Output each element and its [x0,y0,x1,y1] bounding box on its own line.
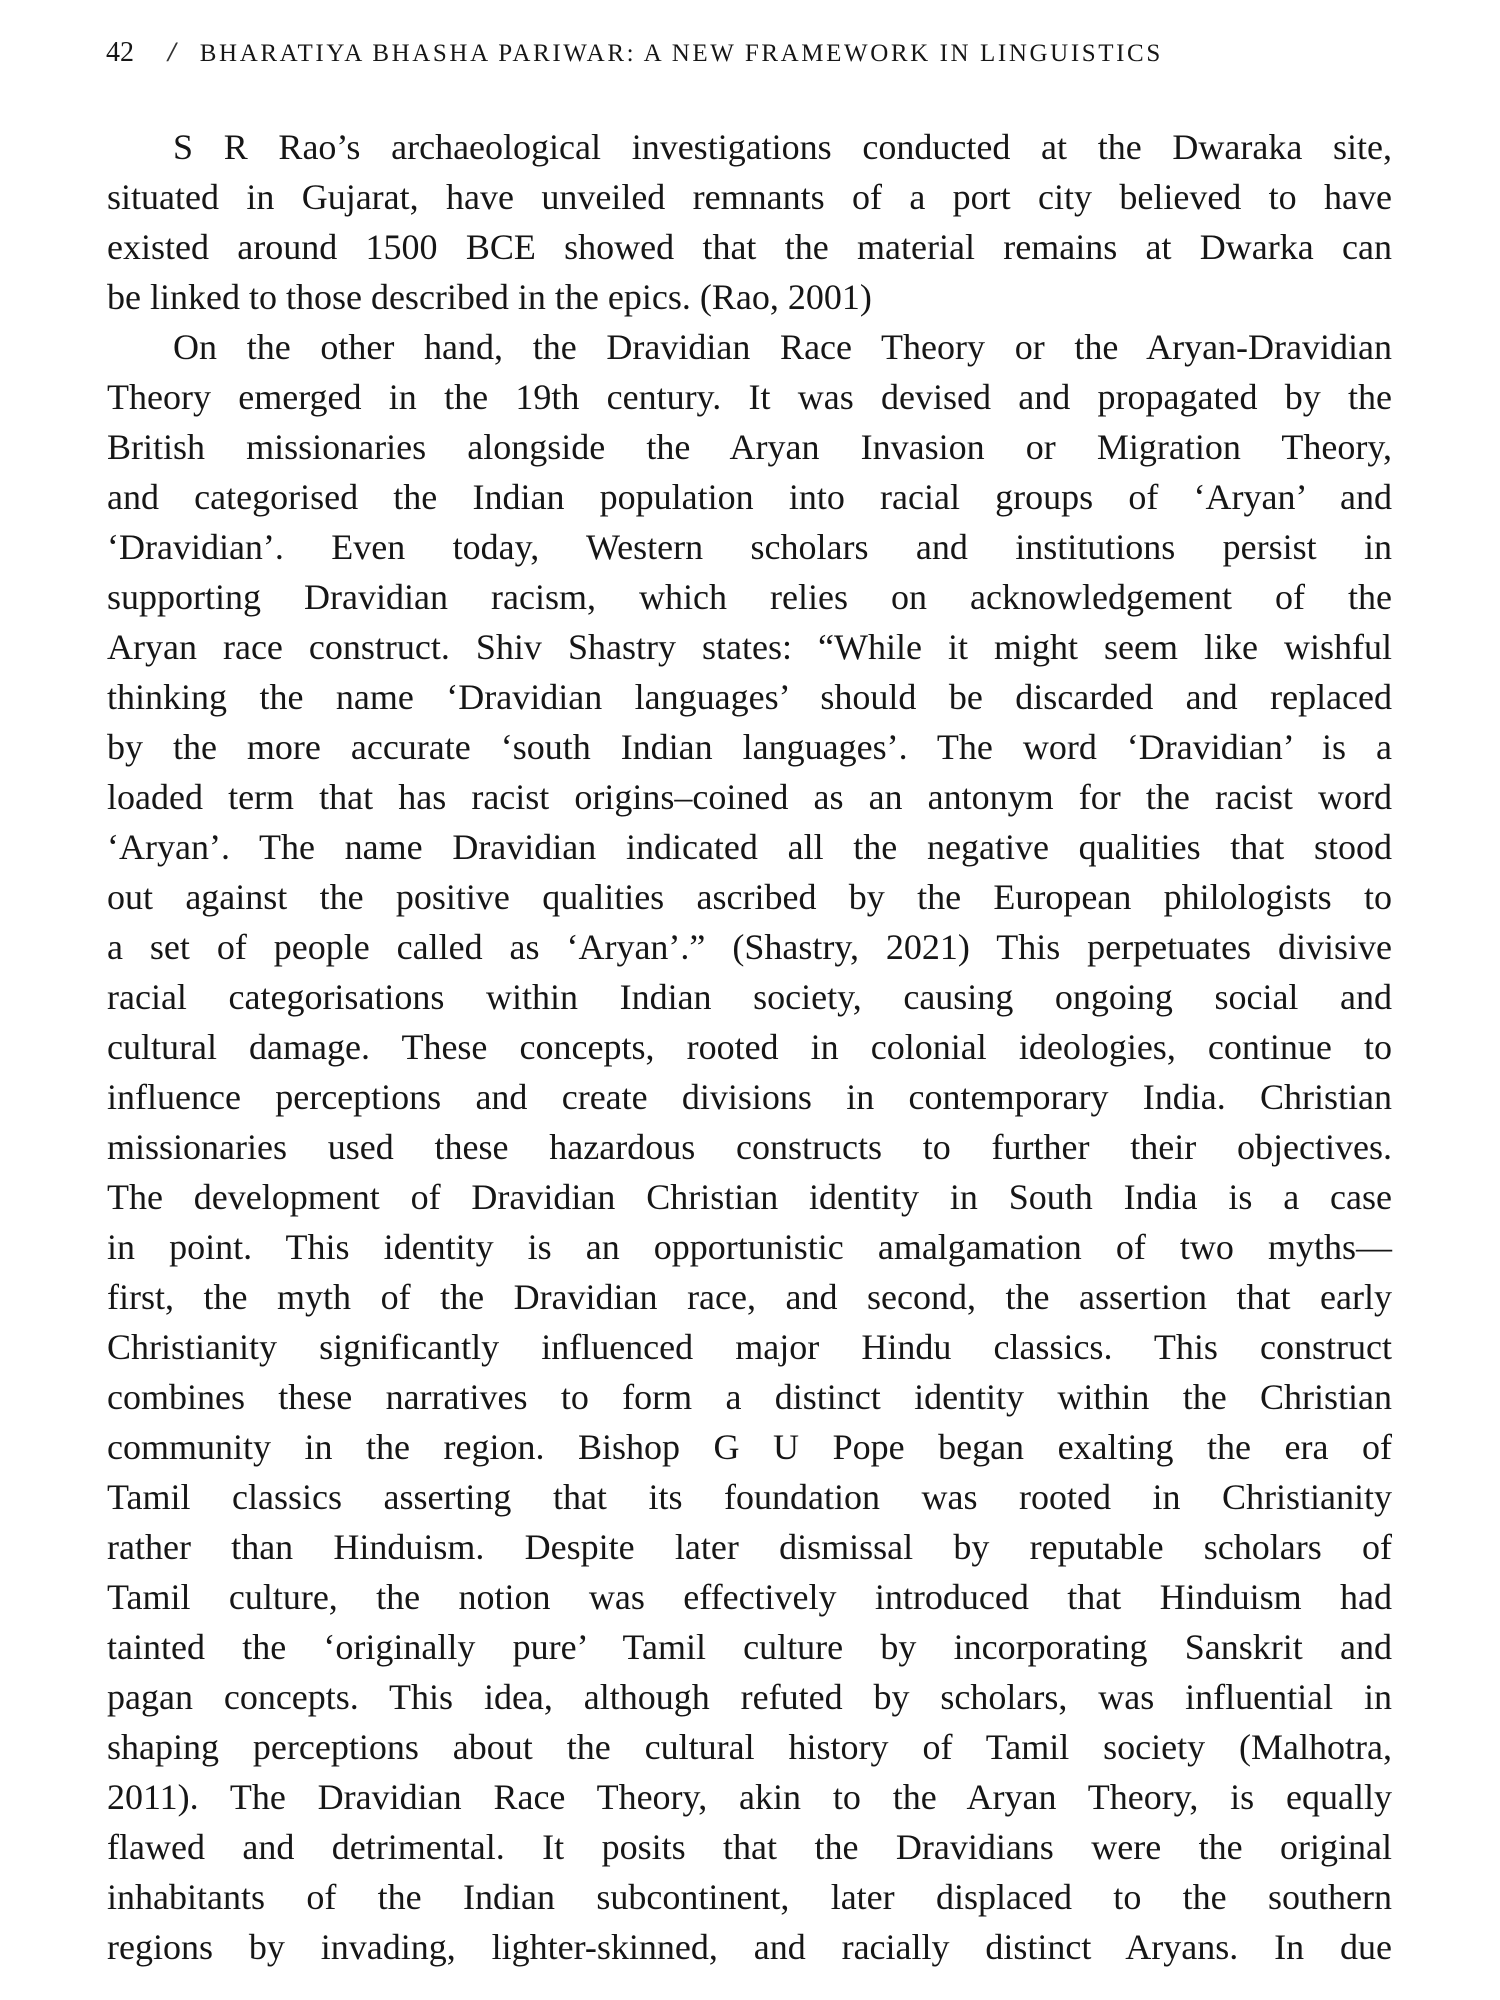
text-line: influence perceptions and create divisions in contemporary India. Christian [107,1077,1392,1117]
text-line: Theory emerged in the 19th century. It was devised and propagated by the [107,377,1392,417]
text-line: inhabitants of the Indian subcontinent, later displaced to the southern [107,1877,1392,1917]
paragraph-2 [107,322,1392,1972]
page-number: 42 [106,37,134,68]
text-line: Tamil classics asserting that its foundation was rooted in Christianity [107,1477,1392,1517]
text-line: ‘Dravidian’. Even today, Western scholars and institutions persist in [107,527,1392,567]
text-line: pagan concepts. This idea, although refuted by scholars, was influential in [107,1677,1392,1717]
text-line: missionaries used these hazardous constructs to further their objectives. [107,1127,1392,1167]
text-line: tainted the ‘originally pure’ Tamil culture by incorporating Sanskrit and [107,1627,1392,1667]
text-line: racial categorisations within Indian society, causing ongoing social and [107,977,1392,1017]
text-line: first, the myth of the Dravidian race, and second, the assertion that early [107,1277,1392,1317]
text-line: a set of people called as ‘Aryan’.” (Shastry, 2021) This perpetuates divisive [107,927,1392,967]
text-line: rather than Hinduism. Despite later dismissal by reputable scholars of [107,1527,1392,1567]
text-line: and categorised the Indian population into racial groups of ‘Aryan’ and [107,477,1392,517]
text-line: community in the region. Bishop G U Pope began exalting the era of [107,1427,1392,1467]
text-line: ‘Aryan’. The name Dravidian indicated all the negative qualities that stood [107,827,1392,867]
book-title: BHARATIYA BHASHA PARIWAR: A NEW FRAMEWORK IN LINGUISTICS [199,40,1163,67]
text-line: S R Rao’s archaeological investigations conducted at the Dwaraka site, [173,127,1392,167]
separator-slash-icon: / [165,37,179,68]
running-head [106,36,1163,70]
text-line: shaping perceptions about the cultural history of Tamil society (Malhotra, [107,1727,1392,1767]
text-line: cultural damage. These concepts, rooted in colonial ideologies, continue to [107,1027,1392,1067]
text-line: regions by invading, lighter-skinned, and racially distinct Aryans. In due [107,1927,1392,1967]
text-line: loaded term that has racist origins–coined as an antonym for the racist word [107,777,1392,817]
paragraph-1 [107,122,1392,322]
text-line: existed around 1500 BCE showed that the material remains at Dwarka can [107,227,1392,267]
text-line: Aryan race construct. Shiv Shastry states: “While it might seem like wishful [107,627,1392,667]
text-line: Christianity significantly influenced major Hindu classics. This construct [107,1327,1392,1367]
text-line: be linked to those described in the epics. (Rao, 2001) [107,277,872,317]
text-line: 2011). The Dravidian Race Theory, akin to the Aryan Theory, is equally [107,1777,1392,1817]
text-line: The development of Dravidian Christian identity in South India is a case [107,1177,1392,1217]
text-line: Tamil culture, the notion was effectively introduced that Hinduism had [107,1577,1392,1617]
text-line: British missionaries alongside the Aryan Invasion or Migration Theory, [107,427,1392,467]
text-line: On the other hand, the Dravidian Race Theory or the Aryan-Dravidian [173,327,1392,367]
text-line: out against the positive qualities ascribed by the European philologists to [107,877,1392,917]
text-line: flawed and detrimental. It posits that the Dravidians were the original [107,1827,1392,1867]
text-line: supporting Dravidian racism, which relies on acknowledgement of the [107,577,1392,617]
text-line: in point. This identity is an opportunistic amalgamation of two myths— [107,1227,1392,1267]
text-line: by the more accurate ‘south Indian languages’. The word ‘Dravidian’ is a [107,727,1392,767]
text-line: thinking the name ‘Dravidian languages’ should be discarded and replaced [107,677,1392,717]
text-line: combines these narratives to form a distinct identity within the Christian [107,1377,1392,1417]
body-text [107,122,1392,1972]
text-line: situated in Gujarat, have unveiled remnants of a port city believed to have [107,177,1392,217]
